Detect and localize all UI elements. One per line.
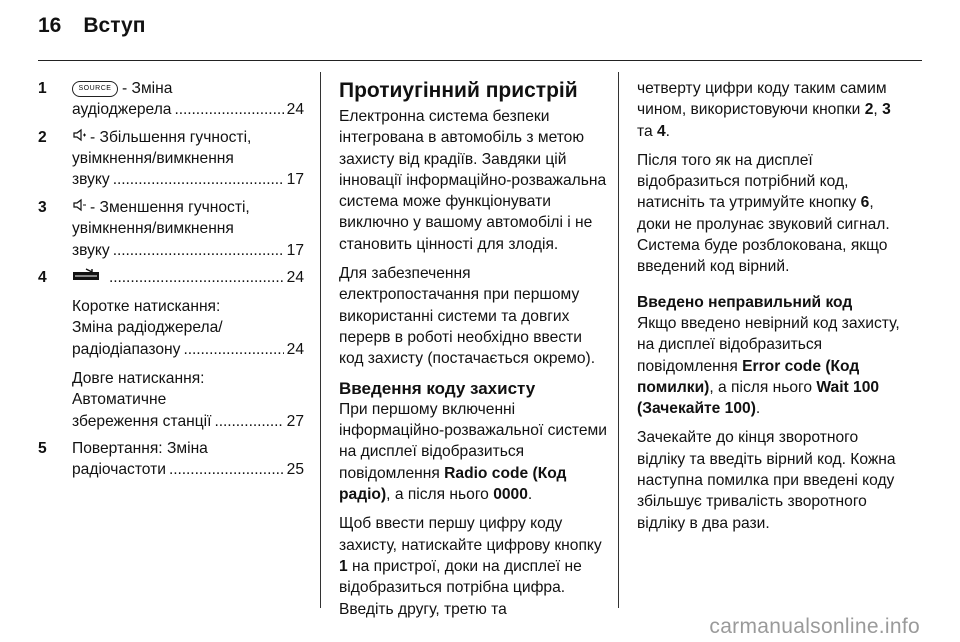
item-number: 2 [38, 128, 47, 146]
page-reference: 17 [286, 241, 304, 259]
long-press-block: Довге натискання: Автоматичне збереження станції . . . 27 [38, 368, 304, 432]
list-item-2: 2 - Збільшення гучності, увімкнення/вимкнення звуку . . . 17 [38, 127, 304, 191]
item-number: 5 [38, 439, 47, 457]
column-divider-2 [618, 72, 619, 608]
page-reference: 24 [286, 101, 304, 119]
short-press-block: Коротке натискання: Зміна радіоджерела/ радіодіапазону . . . 24 [38, 296, 304, 360]
page-title: Вступ [83, 14, 146, 37]
page-header [38, 14, 145, 38]
paragraph: Щоб ввести першу цифру коду захисту, натискайте цифрову кнопку 1 на пристрої, доки на дисплеї не відобразиться потрібна цифра. Введіть другу, третю та [339, 515, 602, 618]
paragraph: Електронна система безпеки інтегрована в автомобіль з метою захисту від крадіїв. Завдяки цій інновації інформаційно-розважальна система може функціонувати виключно у вашому автомобілі і не становить цінності для злодія. [339, 108, 607, 253]
paragraph: четверту цифри коду таким самим чином, використовуючи кнопки 2, 3 та 4. [637, 80, 891, 140]
header-rule [38, 60, 922, 61]
paragraph: Для забезпечення електропостачання при першому використанні системи та довгих перерв в роботі необхідно ввести код захисту (постачається окремо). [339, 265, 596, 368]
section-heading: Протиугінний пристрій [339, 79, 578, 102]
paragraph: При першому включенні інформаційно-розважальної системи на дисплеї відобразиться повідомлення Radio code (Код радіо), а після нього 0000. [339, 400, 607, 504]
page-reference: 25 [286, 461, 304, 479]
item-number: 3 [38, 198, 47, 216]
subsection-heading: Введення коду захисту [339, 378, 536, 398]
middle-column [339, 78, 607, 628]
item-number: 1 [38, 80, 47, 97]
speaker-plus-icon [72, 127, 86, 148]
page-reference: 24 [286, 268, 304, 286]
list-item-5: 5 Повертання: Зміна радіочастоти . . . 25 [38, 438, 304, 481]
paragraph: Після того як на дисплеї відобразиться потрібний код, натисніть та утримуйте кнопку 6, доки не пролунає звуковий сигнал. Система буде розблокована, якщо введений код вірний. [637, 151, 890, 276]
column-divider-1 [320, 72, 321, 608]
right-column [637, 78, 907, 542]
radio-band-icon [72, 267, 102, 288]
list-item-4 [38, 267, 304, 288]
page-reference: 27 [286, 412, 304, 430]
list-item-1: 1 SOURCE - Зміна аудіоджерела . . . 24 [38, 78, 304, 121]
page-reference: 24 [286, 340, 304, 358]
watermark: carmanualsonline.info [709, 615, 920, 638]
source-button-icon: SOURCE [72, 81, 118, 97]
paragraph: Зачекайте до кінця зворотного відліку та введіть вірний код. Кожна наступна помилка при введені коду збільшує тривалість зворотного відліку в два рази. [637, 429, 896, 532]
item-number: 4 [38, 268, 47, 286]
subsection-heading: Введено неправильний код [637, 293, 853, 311]
page-number: 16 [38, 14, 62, 37]
left-column [38, 78, 304, 486]
list-item-3: 3 - Зменшення гучності, увімкнення/вимкнення звуку . . . 17 [38, 197, 304, 261]
page-reference: 17 [286, 171, 304, 189]
speaker-minus-icon [72, 197, 86, 218]
paragraph: Якщо введено невірний код захисту, на дисплеї відобразиться повідомлення Error code (Код помилки), а після нього Wait 100 (Зачекайте 100). [637, 314, 900, 418]
